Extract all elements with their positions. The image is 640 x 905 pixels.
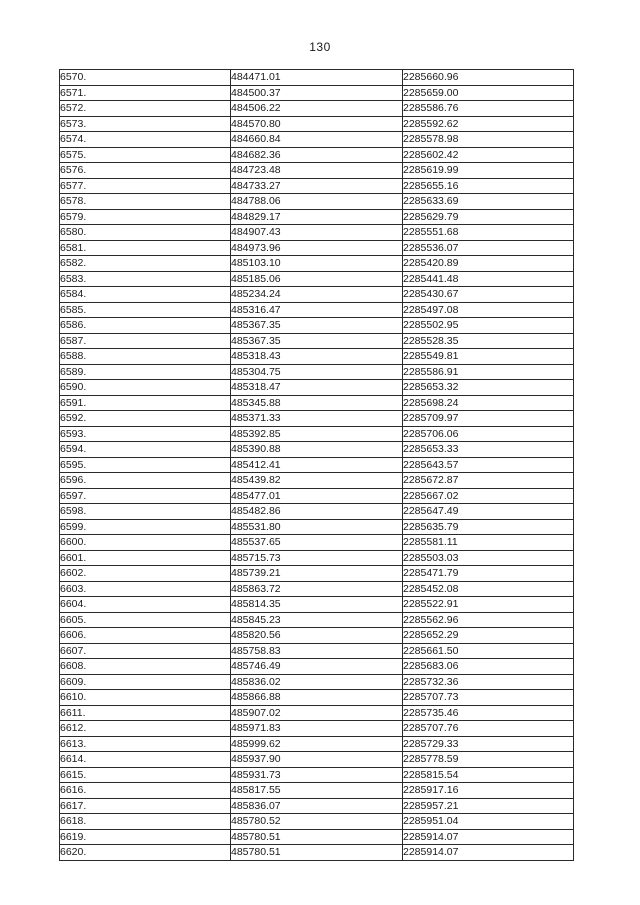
table-row <box>60 333 574 349</box>
table-row <box>60 752 574 768</box>
point-number-cell: 6593. <box>60 426 231 442</box>
point-number-cell: 6618. <box>60 814 231 830</box>
x-coordinate-cell: 485439.82 <box>231 473 403 489</box>
x-coordinate-cell: 485931.73 <box>231 767 403 783</box>
page-number: 130 <box>309 40 331 54</box>
x-coordinate-cell: 484733.27 <box>231 178 403 194</box>
x-coordinate-cell: 485907.02 <box>231 705 403 721</box>
table-row <box>60 550 574 566</box>
point-number-cell: 6592. <box>60 411 231 427</box>
table-row <box>60 612 574 628</box>
point-number-cell: 6580. <box>60 225 231 241</box>
point-number-cell: 6579. <box>60 209 231 225</box>
table-row <box>60 380 574 396</box>
table-row <box>60 209 574 225</box>
table-row <box>60 721 574 737</box>
table-row <box>60 597 574 613</box>
point-number-cell: 6581. <box>60 240 231 256</box>
table-row <box>60 504 574 520</box>
x-coordinate-cell: 485367.35 <box>231 318 403 334</box>
table-row <box>60 473 574 489</box>
x-coordinate-cell: 485836.07 <box>231 798 403 814</box>
point-number-cell: 6604. <box>60 597 231 613</box>
x-coordinate-cell: 485780.52 <box>231 814 403 830</box>
x-coordinate-cell: 485304.75 <box>231 364 403 380</box>
y-coordinate-cell: 2285578.98 <box>403 132 574 148</box>
table-row <box>60 566 574 582</box>
point-number-cell: 6588. <box>60 349 231 365</box>
table-row <box>60 132 574 148</box>
point-number-cell: 6612. <box>60 721 231 737</box>
y-coordinate-cell: 2285536.07 <box>403 240 574 256</box>
table-row <box>60 628 574 644</box>
table-row <box>60 194 574 210</box>
point-number-cell: 6609. <box>60 674 231 690</box>
x-coordinate-cell: 485390.88 <box>231 442 403 458</box>
table-row <box>60 442 574 458</box>
x-coordinate-cell: 484973.96 <box>231 240 403 256</box>
point-number-cell: 6599. <box>60 519 231 535</box>
y-coordinate-cell: 2285619.99 <box>403 163 574 179</box>
y-coordinate-cell: 2285729.33 <box>403 736 574 752</box>
y-coordinate-cell: 2285643.57 <box>403 457 574 473</box>
table-row <box>60 798 574 814</box>
table-row <box>60 783 574 799</box>
point-number-cell: 6606. <box>60 628 231 644</box>
table-row <box>60 411 574 427</box>
x-coordinate-cell: 485345.88 <box>231 395 403 411</box>
table-row <box>60 240 574 256</box>
y-coordinate-cell: 2285503.03 <box>403 550 574 566</box>
point-number-cell: 6573. <box>60 116 231 132</box>
y-coordinate-cell: 2285592.62 <box>403 116 574 132</box>
table-row <box>60 85 574 101</box>
table-row <box>60 488 574 504</box>
x-coordinate-cell: 485780.51 <box>231 845 403 861</box>
x-coordinate-cell: 485412.41 <box>231 457 403 473</box>
x-coordinate-cell: 485820.56 <box>231 628 403 644</box>
point-number-cell: 6575. <box>60 147 231 163</box>
y-coordinate-cell: 2285709.97 <box>403 411 574 427</box>
y-coordinate-cell: 2285647.49 <box>403 504 574 520</box>
point-number-cell: 6576. <box>60 163 231 179</box>
y-coordinate-cell: 2285430.67 <box>403 287 574 303</box>
table-row <box>60 457 574 473</box>
x-coordinate-cell: 484660.84 <box>231 132 403 148</box>
table-row <box>60 845 574 861</box>
table-row <box>60 318 574 334</box>
x-coordinate-cell: 485866.88 <box>231 690 403 706</box>
y-coordinate-cell: 2285522.91 <box>403 597 574 613</box>
table-row <box>60 287 574 303</box>
point-number-cell: 6613. <box>60 736 231 752</box>
point-number-cell: 6619. <box>60 829 231 845</box>
y-coordinate-cell: 2285441.48 <box>403 271 574 287</box>
y-coordinate-cell: 2285420.89 <box>403 256 574 272</box>
x-coordinate-cell: 485836.02 <box>231 674 403 690</box>
y-coordinate-cell: 2285655.16 <box>403 178 574 194</box>
point-number-cell: 6603. <box>60 581 231 597</box>
point-number-cell: 6616. <box>60 783 231 799</box>
point-number-cell: 6614. <box>60 752 231 768</box>
y-coordinate-cell: 2285586.76 <box>403 101 574 117</box>
y-coordinate-cell: 2285549.81 <box>403 349 574 365</box>
point-number-cell: 6597. <box>60 488 231 504</box>
y-coordinate-cell: 2285698.24 <box>403 395 574 411</box>
point-number-cell: 6572. <box>60 101 231 117</box>
y-coordinate-cell: 2285735.46 <box>403 705 574 721</box>
x-coordinate-cell: 485477.01 <box>231 488 403 504</box>
x-coordinate-cell: 485103.10 <box>231 256 403 272</box>
point-number-cell: 6615. <box>60 767 231 783</box>
table-row <box>60 659 574 675</box>
y-coordinate-cell: 2285732.36 <box>403 674 574 690</box>
y-coordinate-cell: 2285562.96 <box>403 612 574 628</box>
y-coordinate-cell: 2285951.04 <box>403 814 574 830</box>
x-coordinate-cell: 485392.85 <box>231 426 403 442</box>
table-row <box>60 736 574 752</box>
y-coordinate-cell: 2285497.08 <box>403 302 574 318</box>
table-row <box>60 225 574 241</box>
point-number-cell: 6587. <box>60 333 231 349</box>
point-number-cell: 6595. <box>60 457 231 473</box>
point-number-cell: 6602. <box>60 566 231 582</box>
coordinates-table-body <box>60 70 574 861</box>
point-number-cell: 6585. <box>60 302 231 318</box>
x-coordinate-cell: 485746.49 <box>231 659 403 675</box>
table-row <box>60 364 574 380</box>
y-coordinate-cell: 2285586.91 <box>403 364 574 380</box>
table-row <box>60 147 574 163</box>
x-coordinate-cell: 485780.51 <box>231 829 403 845</box>
point-number-cell: 6578. <box>60 194 231 210</box>
x-coordinate-cell: 484723.48 <box>231 163 403 179</box>
y-coordinate-cell: 2285672.87 <box>403 473 574 489</box>
x-coordinate-cell: 485817.55 <box>231 783 403 799</box>
y-coordinate-cell: 2285660.96 <box>403 70 574 86</box>
point-number-cell: 6586. <box>60 318 231 334</box>
point-number-cell: 6601. <box>60 550 231 566</box>
y-coordinate-cell: 2285706.06 <box>403 426 574 442</box>
table-row <box>60 674 574 690</box>
table-row <box>60 349 574 365</box>
x-coordinate-cell: 485971.83 <box>231 721 403 737</box>
x-coordinate-cell: 484570.80 <box>231 116 403 132</box>
x-coordinate-cell: 485937.90 <box>231 752 403 768</box>
point-number-cell: 6591. <box>60 395 231 411</box>
point-number-cell: 6590. <box>60 380 231 396</box>
x-coordinate-cell: 485318.43 <box>231 349 403 365</box>
y-coordinate-cell: 2285528.35 <box>403 333 574 349</box>
table-row <box>60 256 574 272</box>
table-row <box>60 302 574 318</box>
x-coordinate-cell: 485845.23 <box>231 612 403 628</box>
point-number-cell: 6607. <box>60 643 231 659</box>
x-coordinate-cell: 485234.24 <box>231 287 403 303</box>
x-coordinate-cell: 484907.43 <box>231 225 403 241</box>
y-coordinate-cell: 2285683.06 <box>403 659 574 675</box>
x-coordinate-cell: 485814.35 <box>231 597 403 613</box>
x-coordinate-cell: 485185.06 <box>231 271 403 287</box>
y-coordinate-cell: 2285652.29 <box>403 628 574 644</box>
x-coordinate-cell: 485367.35 <box>231 333 403 349</box>
x-coordinate-cell: 485739.21 <box>231 566 403 582</box>
y-coordinate-cell: 2285667.02 <box>403 488 574 504</box>
y-coordinate-cell: 2285707.76 <box>403 721 574 737</box>
table-row <box>60 767 574 783</box>
x-coordinate-cell: 484829.17 <box>231 209 403 225</box>
point-number-cell: 6598. <box>60 504 231 520</box>
y-coordinate-cell: 2285551.68 <box>403 225 574 241</box>
y-coordinate-cell: 2285914.07 <box>403 829 574 845</box>
table-row <box>60 395 574 411</box>
point-number-cell: 6589. <box>60 364 231 380</box>
x-coordinate-cell: 484500.37 <box>231 85 403 101</box>
x-coordinate-cell: 485531.80 <box>231 519 403 535</box>
x-coordinate-cell: 485863.72 <box>231 581 403 597</box>
table-row <box>60 814 574 830</box>
table-row <box>60 829 574 845</box>
y-coordinate-cell: 2285635.79 <box>403 519 574 535</box>
point-number-cell: 6583. <box>60 271 231 287</box>
y-coordinate-cell: 2285815.54 <box>403 767 574 783</box>
table-row <box>60 643 574 659</box>
table-row <box>60 426 574 442</box>
y-coordinate-cell: 2285602.42 <box>403 147 574 163</box>
y-coordinate-cell: 2285653.33 <box>403 442 574 458</box>
x-coordinate-cell: 485537.65 <box>231 535 403 551</box>
y-coordinate-cell: 2285957.21 <box>403 798 574 814</box>
x-coordinate-cell: 485318.47 <box>231 380 403 396</box>
y-coordinate-cell: 2285917.16 <box>403 783 574 799</box>
y-coordinate-cell: 2285633.69 <box>403 194 574 210</box>
table-row <box>60 271 574 287</box>
point-number-cell: 6582. <box>60 256 231 272</box>
point-number-cell: 6610. <box>60 690 231 706</box>
y-coordinate-cell: 2285661.50 <box>403 643 574 659</box>
point-number-cell: 6571. <box>60 85 231 101</box>
point-number-cell: 6584. <box>60 287 231 303</box>
coordinates-table <box>59 69 574 861</box>
y-coordinate-cell: 2285629.79 <box>403 209 574 225</box>
x-coordinate-cell: 485482.86 <box>231 504 403 520</box>
y-coordinate-cell: 2285502.95 <box>403 318 574 334</box>
table-row <box>60 581 574 597</box>
x-coordinate-cell: 485715.73 <box>231 550 403 566</box>
x-coordinate-cell: 484506.22 <box>231 101 403 117</box>
point-number-cell: 6600. <box>60 535 231 551</box>
table-row <box>60 690 574 706</box>
point-number-cell: 6596. <box>60 473 231 489</box>
table-row <box>60 101 574 117</box>
y-coordinate-cell: 2285471.79 <box>403 566 574 582</box>
table-row <box>60 163 574 179</box>
y-coordinate-cell: 2285653.32 <box>403 380 574 396</box>
x-coordinate-cell: 484788.06 <box>231 194 403 210</box>
y-coordinate-cell: 2285659.00 <box>403 85 574 101</box>
point-number-cell: 6594. <box>60 442 231 458</box>
y-coordinate-cell: 2285581.11 <box>403 535 574 551</box>
table-row <box>60 705 574 721</box>
y-coordinate-cell: 2285914.07 <box>403 845 574 861</box>
y-coordinate-cell: 2285707.73 <box>403 690 574 706</box>
point-number-cell: 6617. <box>60 798 231 814</box>
table-row <box>60 535 574 551</box>
y-coordinate-cell: 2285452.08 <box>403 581 574 597</box>
table-row <box>60 70 574 86</box>
x-coordinate-cell: 485999.62 <box>231 736 403 752</box>
x-coordinate-cell: 485758.83 <box>231 643 403 659</box>
point-number-cell: 6620. <box>60 845 231 861</box>
x-coordinate-cell: 484471.01 <box>231 70 403 86</box>
point-number-cell: 6605. <box>60 612 231 628</box>
table-row <box>60 178 574 194</box>
x-coordinate-cell: 484682.36 <box>231 147 403 163</box>
point-number-cell: 6608. <box>60 659 231 675</box>
point-number-cell: 6570. <box>60 70 231 86</box>
table-row <box>60 519 574 535</box>
table-row <box>60 116 574 132</box>
point-number-cell: 6611. <box>60 705 231 721</box>
point-number-cell: 6577. <box>60 178 231 194</box>
x-coordinate-cell: 485371.33 <box>231 411 403 427</box>
y-coordinate-cell: 2285778.59 <box>403 752 574 768</box>
x-coordinate-cell: 485316.47 <box>231 302 403 318</box>
point-number-cell: 6574. <box>60 132 231 148</box>
